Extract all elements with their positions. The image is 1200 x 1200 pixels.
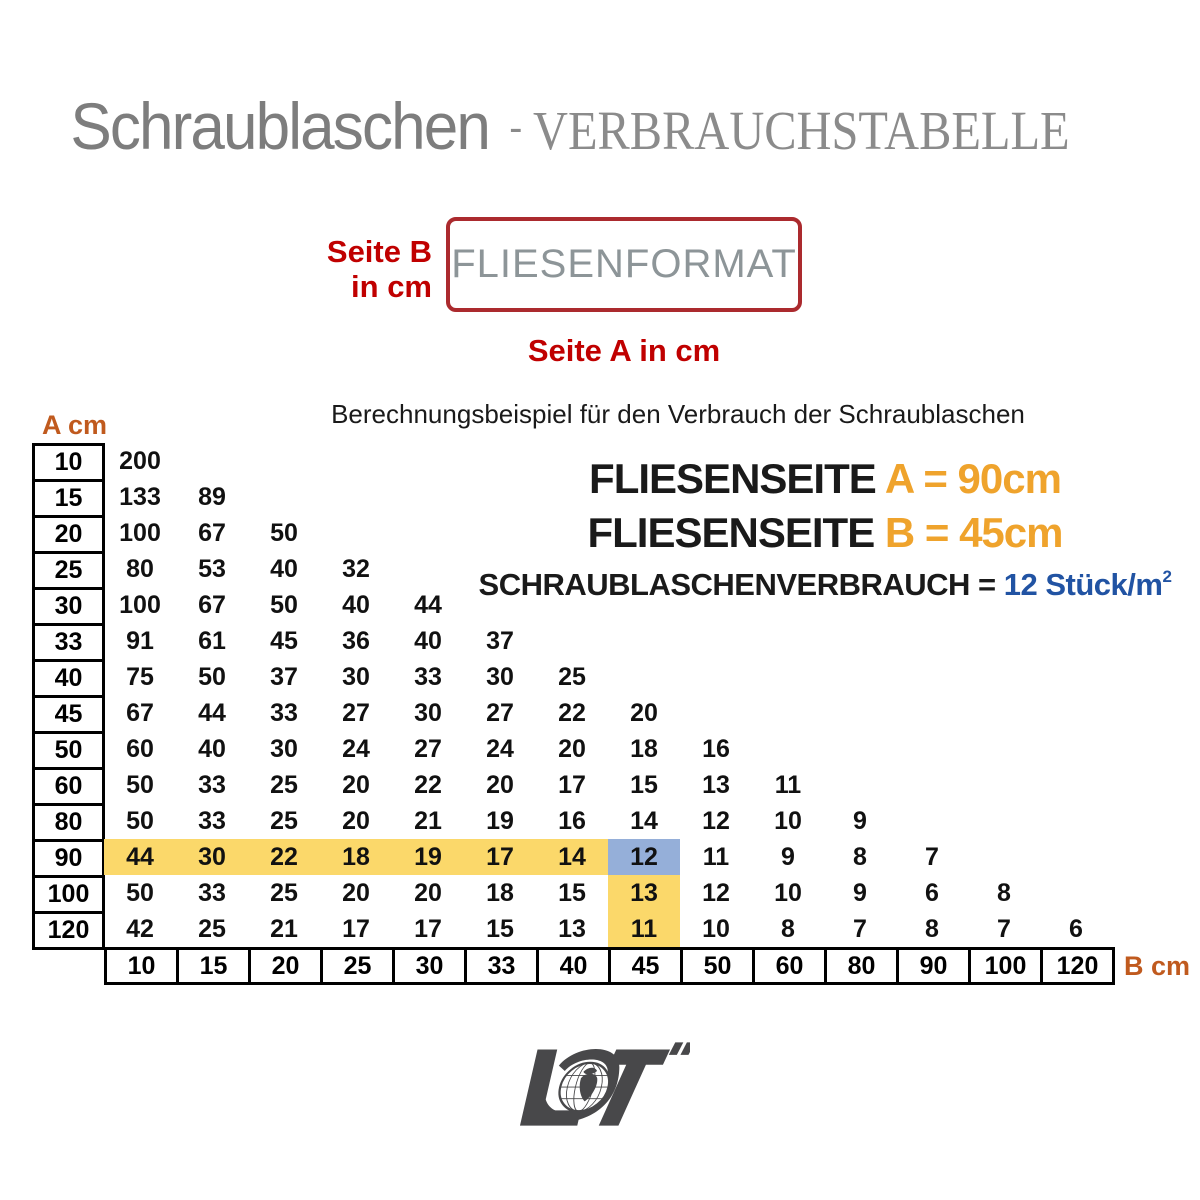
col-header-cell: 50 — [680, 947, 755, 985]
grid-cell: 75 — [126, 662, 154, 691]
grid-cell: 33 — [270, 698, 298, 727]
grid-cell: 33 — [198, 806, 226, 835]
grid-cell: 22 — [558, 698, 586, 727]
grid-cell: 27 — [414, 734, 442, 763]
grid-cell: 18 — [320, 839, 392, 875]
grid-cell: 37 — [270, 662, 298, 691]
grid-cell: 14 — [536, 839, 608, 875]
grid-row — [104, 659, 1112, 695]
row-header-cell: 45 — [32, 695, 105, 734]
row-header-column — [32, 443, 105, 950]
grid-row — [104, 839, 1112, 875]
row-header-cell: 15 — [32, 479, 105, 518]
grid-cell: 50 — [126, 878, 154, 907]
grid-cell: 16 — [702, 734, 730, 763]
grid-cell: 40 — [198, 734, 226, 763]
grid-cell: 17 — [414, 914, 442, 943]
grid-cell: 50 — [126, 770, 154, 799]
grid-row — [104, 803, 1112, 839]
col-header-cell: 90 — [896, 947, 971, 985]
grid-cell: 7 — [997, 914, 1011, 943]
grid-cell: 20 — [486, 770, 514, 799]
grid-cell: 9 — [781, 842, 795, 871]
grid-cell: 18 — [630, 734, 658, 763]
row-header-cell: 33 — [32, 623, 105, 662]
grid-cell: 89 — [198, 482, 226, 511]
grid-cell: 15 — [558, 878, 586, 907]
col-header-cell: 25 — [320, 947, 395, 985]
grid-cell: 27 — [342, 698, 370, 727]
grid-cell: 12 — [608, 839, 680, 875]
grid-row — [104, 587, 1112, 623]
row-header-cell: 90 — [32, 839, 105, 878]
grid-cell: 13 — [608, 875, 680, 911]
tile-format-label: FLIESENFORMAT — [451, 242, 797, 286]
grid-cell: 10 — [774, 806, 802, 835]
grid-cell: 12 — [702, 878, 730, 907]
grid-row — [104, 911, 1112, 947]
logo-tick-1 — [669, 1042, 684, 1055]
grid-cell: 15 — [630, 770, 658, 799]
consumption-sup: 2 — [1162, 566, 1172, 586]
example-line-a-label: FLIESENSEITE — [589, 455, 876, 502]
grid-row — [104, 623, 1112, 659]
col-header-cell: 60 — [752, 947, 827, 985]
grid-cell: 200 — [119, 446, 161, 475]
grid-cell: 50 — [270, 518, 298, 547]
grid-row — [104, 479, 1112, 515]
side-b-label — [0, 234, 432, 304]
grid-cell: 32 — [342, 554, 370, 583]
grid-cell: 19 — [486, 806, 514, 835]
grid-cell: 8 — [997, 878, 1011, 907]
grid-cell: 30 — [414, 698, 442, 727]
grid-cell: 30 — [270, 734, 298, 763]
grid-cell: 25 — [198, 914, 226, 943]
grid-cell: 6 — [925, 878, 939, 907]
grid-cell: 25 — [270, 806, 298, 835]
row-header-cell: 30 — [32, 587, 105, 626]
side-b-line2: in cm — [351, 269, 432, 304]
grid-cell: 17 — [342, 914, 370, 943]
consumption-label: SCHRAUBLASCHENVERBRAUCH = — [478, 567, 996, 602]
grid-cell: 20 — [342, 770, 370, 799]
grid-cell: 8 — [925, 914, 939, 943]
grid-cell: 61 — [198, 626, 226, 655]
grid-row — [104, 875, 1112, 911]
grid-cell: 36 — [342, 626, 370, 655]
col-header-cell: 40 — [536, 947, 611, 985]
grid-cell: 45 — [270, 626, 298, 655]
grid-cell: 33 — [414, 662, 442, 691]
grid-cell: 37 — [486, 626, 514, 655]
grid-cell: 80 — [126, 554, 154, 583]
grid-cell: 17 — [558, 770, 586, 799]
lst-logo — [502, 1040, 690, 1144]
grid-cell: 24 — [486, 734, 514, 763]
grid-cell: 100 — [119, 518, 161, 547]
grid-cell: 7 — [925, 842, 939, 871]
grid-cell: 60 — [126, 734, 154, 763]
grid-cell: 8 — [853, 842, 867, 871]
consumption-value: 12 Stück/m — [1003, 567, 1163, 602]
col-header-cell: 10 — [104, 947, 179, 985]
grid-cell: 20 — [342, 878, 370, 907]
grid-cell: 11 — [774, 770, 802, 799]
grid-cell: 40 — [342, 590, 370, 619]
col-header-cell: 15 — [176, 947, 251, 985]
row-header-cell: 25 — [32, 551, 105, 590]
example-heading: Berechnungsbeispiel für den Verbrauch der Schraublaschen — [331, 399, 1025, 429]
grid-cell: 40 — [270, 554, 298, 583]
grid-cell: 50 — [126, 806, 154, 835]
grid-cell: 44 — [104, 839, 176, 875]
row-header-cell: 10 — [32, 443, 105, 482]
row-header-cell: 80 — [32, 803, 105, 842]
title-separator: - — [509, 106, 523, 150]
grid-cell: 100 — [119, 590, 161, 619]
grid-cell: 15 — [486, 914, 514, 943]
grid-cell: 21 — [270, 914, 298, 943]
grid-cell: 22 — [248, 839, 320, 875]
grid-row — [104, 443, 1112, 479]
grid-cell: 25 — [270, 770, 298, 799]
grid-cell: 22 — [414, 770, 442, 799]
grid-cell: 30 — [176, 839, 248, 875]
grid-cell: 50 — [198, 662, 226, 691]
grid-cell: 19 — [392, 839, 464, 875]
grid-cell: 20 — [558, 734, 586, 763]
grid-cell: 9 — [853, 806, 867, 835]
tile-format-box — [446, 217, 802, 312]
grid-cell: 67 — [198, 518, 226, 547]
grid-cell: 21 — [414, 806, 442, 835]
grid-cell: 33 — [198, 878, 226, 907]
grid-cell: 20 — [630, 698, 658, 727]
grid-cell: 91 — [126, 626, 154, 655]
grid-cell: 30 — [342, 662, 370, 691]
grid-cell: 10 — [774, 878, 802, 907]
grid-cell: 11 — [608, 911, 680, 947]
grid-cell: 50 — [270, 590, 298, 619]
grid-cell: 25 — [270, 878, 298, 907]
side-b-line1: Seite B — [326, 234, 432, 269]
grid-cell: 67 — [126, 698, 154, 727]
grid-cell: 14 — [630, 806, 658, 835]
grid-cell: 30 — [486, 662, 514, 691]
grid-cell: 16 — [558, 806, 586, 835]
example-line-b-value: B = 45cm — [884, 509, 1063, 556]
grid-row — [104, 767, 1112, 803]
grid-row — [104, 515, 1112, 551]
grid-cell: 27 — [486, 698, 514, 727]
col-header-cell: 80 — [824, 947, 899, 985]
grid-cell: 44 — [198, 698, 226, 727]
row-header-cell: 120 — [32, 911, 105, 950]
grid-row — [104, 551, 1112, 587]
grid-cell: 9 — [853, 878, 867, 907]
grid-cell: 6 — [1069, 914, 1083, 943]
grid-cell: 20 — [342, 806, 370, 835]
title-main: Schraublaschen — [70, 89, 490, 163]
grid-cell: 13 — [702, 770, 730, 799]
row-header-cell: 40 — [32, 659, 105, 698]
grid-cell: 67 — [198, 590, 226, 619]
a-axis-label: A cm — [42, 410, 108, 440]
row-header-cell: 20 — [32, 515, 105, 554]
grid-cell: 40 — [414, 626, 442, 655]
grid-cell: 25 — [558, 662, 586, 691]
grid-cell: 11 — [702, 842, 730, 871]
grid-cell: 12 — [702, 806, 730, 835]
grid-cell: 44 — [414, 590, 442, 619]
grid-cell: 18 — [486, 878, 514, 907]
example-line-b-label: FLIESENSEITE — [587, 509, 875, 556]
grid-cell: 133 — [119, 482, 161, 511]
grid-cell: 10 — [702, 914, 730, 943]
col-header-cell: 33 — [464, 947, 539, 985]
page-title — [0, 88, 1200, 164]
consumption-grid — [104, 443, 1112, 947]
col-header-cell: 45 — [608, 947, 683, 985]
grid-cell: 8 — [781, 914, 795, 943]
example-line-a-value: A = 90cm — [884, 455, 1061, 502]
grid-cell: 53 — [198, 554, 226, 583]
grid-row — [104, 731, 1112, 767]
row-header-cell: 100 — [32, 875, 105, 914]
col-header-cell: 100 — [968, 947, 1043, 985]
grid-cell: 24 — [342, 734, 370, 763]
row-header-cell: 60 — [32, 767, 105, 806]
grid-cell: 42 — [126, 914, 154, 943]
col-header-cell: 20 — [248, 947, 323, 985]
grid-cell: 20 — [414, 878, 442, 907]
grid-cell: 33 — [198, 770, 226, 799]
col-header-cell: 30 — [392, 947, 467, 985]
grid-row — [104, 695, 1112, 731]
side-a-label: Seite A in cm — [527, 333, 721, 368]
title-sub: VERBRAUCHSTABELLE — [532, 100, 1070, 161]
grid-cell: 7 — [853, 914, 867, 943]
col-header-cell: 120 — [1040, 947, 1115, 985]
col-header-row — [104, 947, 1115, 985]
grid-cell: 17 — [464, 839, 536, 875]
row-header-cell: 50 — [32, 731, 105, 770]
grid-cell: 13 — [558, 914, 586, 943]
b-axis-label: B cm — [1124, 951, 1191, 981]
